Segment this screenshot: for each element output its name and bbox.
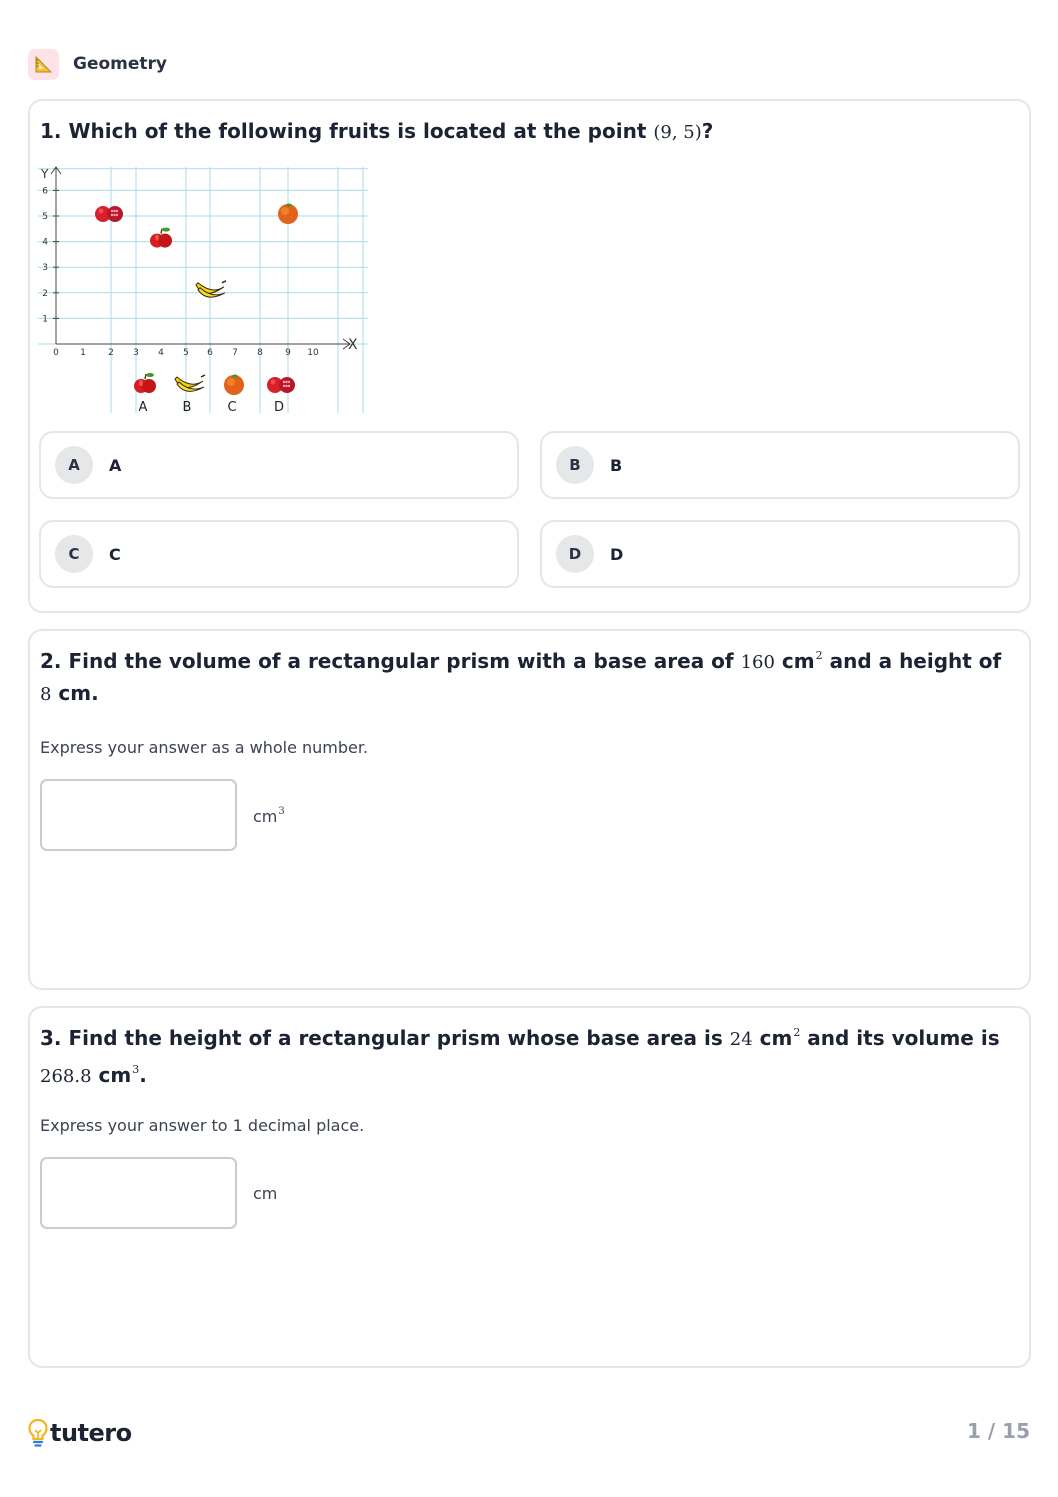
question-text: Find the volume of a rectangular prism with a base area of [68, 649, 734, 673]
pomegranate-icon [95, 206, 123, 222]
option-a-badge: A [55, 446, 93, 484]
x-tick-label: 3 [133, 348, 139, 358]
y-tick-label: 6 [42, 186, 48, 197]
option-c-badge: C [55, 535, 93, 573]
question-number: 2. [40, 649, 62, 673]
x-tick-label: 6 [207, 348, 213, 358]
question-1-title [40, 116, 1019, 148]
x-tick-label: 9 [285, 348, 291, 358]
y-tick-label: 3 [42, 263, 48, 274]
y-tick-label: 5 [42, 212, 48, 222]
apple-choice-icon [134, 373, 156, 393]
orange-icon [278, 204, 298, 225]
x-tick-label: 10 [307, 348, 319, 358]
choice-label: C [227, 400, 237, 415]
question-text-mid: and its volume is [807, 1026, 1000, 1050]
topic-label: Geometry [73, 54, 167, 74]
area-unit: $cm^2$ [781, 649, 823, 673]
x-axis-label: X [348, 337, 358, 353]
answer-input[interactable] [40, 779, 237, 851]
option-b[interactable] [540, 431, 1020, 499]
area-unit: $cm^2$ [759, 1026, 801, 1050]
choice-label: D [273, 400, 285, 415]
question-number: 3. [40, 1026, 62, 1050]
answer-unit: cm [253, 1184, 278, 1203]
base-area-value: 160 [740, 652, 775, 673]
x-tick-label: 5 [183, 348, 189, 358]
option-d-text: D [610, 544, 624, 564]
apple-icon [150, 228, 172, 248]
height-value: 8 [40, 684, 52, 705]
topic-header [28, 48, 167, 80]
volume-value: 268.8 [40, 1066, 92, 1087]
question-text-end: . [139, 1063, 147, 1087]
pomegranate-choice-icon [267, 377, 295, 393]
answer-instruction: Express your answer to 1 decimal place. [40, 1116, 365, 1135]
option-a-text: A [109, 455, 122, 475]
y-tick-label: 2 [42, 288, 48, 299]
point-coordinates: (9, 5) [653, 122, 702, 143]
volume-unit: $cm^3$ [98, 1063, 140, 1087]
orange-choice-icon [224, 375, 244, 396]
question-suffix: ? [701, 119, 714, 143]
x-tick-label: 1 [80, 348, 86, 358]
question-2-title [40, 641, 1019, 710]
answer-instruction: Express your answer as a whole number. [40, 738, 369, 757]
base-area-value: 24 [729, 1029, 753, 1050]
option-a[interactable] [39, 431, 519, 499]
question-text-mid: and a height of [829, 649, 1002, 673]
option-d[interactable] [540, 520, 1020, 588]
coordinate-grid [38, 161, 378, 416]
question-text: Which of the following fruits is located at the point [68, 119, 647, 143]
tick-labels [42, 186, 319, 358]
question-card-2 [28, 629, 1031, 990]
lightbulb-icon [28, 1418, 48, 1448]
question-text: Find the height of a rectangular prism whose base area is [68, 1026, 723, 1050]
x-tick-label: 8 [257, 348, 263, 358]
choice-label: A [138, 400, 148, 415]
x-tick-label: 4 [158, 348, 164, 358]
answer-unit: $cm^3$ [253, 806, 285, 826]
question-card-3 [28, 1006, 1031, 1368]
ruler-triangle-icon [28, 49, 59, 80]
option-b-text: B [610, 455, 623, 475]
question-3-title [40, 1018, 1019, 1092]
choice-label: B [182, 400, 192, 415]
brand-logo [28, 1416, 132, 1450]
answer-input[interactable] [40, 1157, 237, 1229]
option-b-badge: B [556, 446, 594, 484]
brand-name: tutero [50, 1419, 132, 1447]
option-d-badge: D [556, 535, 594, 573]
question-text-end: cm. [58, 681, 99, 705]
y-tick-label: 4 [42, 237, 48, 248]
option-c-text: C [109, 544, 121, 564]
question-card-1 [28, 99, 1031, 613]
fruits-on-grid [95, 204, 298, 298]
banana-choice-icon [175, 375, 205, 391]
y-tick-label: 1 [42, 314, 48, 325]
y-axis-label: Y [41, 167, 49, 181]
option-c[interactable] [39, 520, 519, 588]
x-tick-label: 7 [232, 348, 238, 358]
x-tick-label: 0 [53, 348, 59, 358]
banana-icon [196, 281, 226, 297]
x-tick-label: 2 [108, 348, 114, 358]
fruit-choices [134, 373, 295, 415]
question-number: 1. [40, 119, 62, 143]
page-indicator: 1 / 15 [967, 1419, 1030, 1443]
